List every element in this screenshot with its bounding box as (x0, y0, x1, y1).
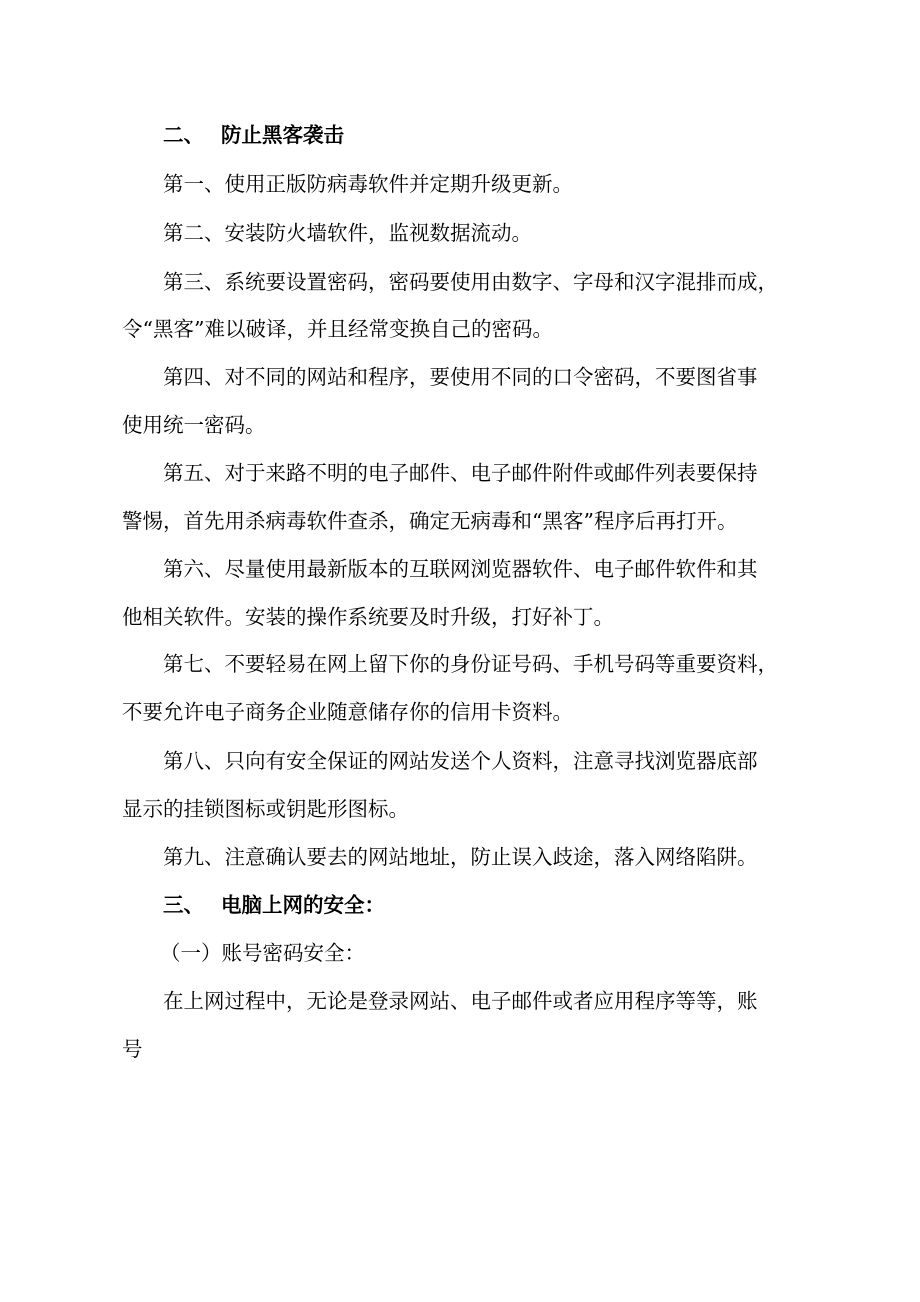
paragraph-text: 第五、对于来路不明的电子邮件、电子邮件附件或邮件列表要保持 (163, 461, 758, 485)
subsection-title: （一）账号密码安全： (160, 941, 365, 965)
paragraph-text: 第九、注意确认要去的网站地址，防止误入歧途，落入网络陷阱。 (163, 845, 758, 869)
paragraph-text: 第七、不要轻易在网上留下你的身份证号码、手机号码等重要资料， (163, 652, 778, 676)
paragraph-text: 令“黑客”难以破译，并且经常变换自己的密码。 (122, 317, 553, 341)
paragraph-text: 警惕，首先用杀病毒软件查杀，确定无病毒和“黑客”程序后再打开。 (122, 509, 738, 533)
paragraph-text: 第八、只向有安全保证的网站发送个人资料，注意寻找浏览器底部 (163, 749, 758, 773)
paragraph-text: 使用统一密码。 (122, 413, 266, 437)
section-number: 二、 (163, 123, 204, 147)
paragraph-text: 第六、尽量使用最新版本的互联网浏览器软件、电子邮件软件和其 (163, 557, 758, 581)
paragraph-text: 在上网过程中，无论是登录网站、电子邮件或者应用程序等等，账 (163, 989, 758, 1013)
paragraph-text: 号 (122, 1037, 143, 1061)
paragraph-text: 他相关软件。安装的操作系统要及时升级，打好补丁。 (122, 605, 614, 629)
paragraph-text: 第二、安装防火墙软件，监视数据流动。 (163, 221, 532, 245)
section-title: 电脑上网的安全： (221, 893, 385, 917)
paragraph-text: 第三、系统要设置密码，密码要使用由数字、字母和汉字混排而成， (163, 270, 778, 294)
section-title: 防止黑客袭击 (221, 123, 344, 147)
section-number: 三、 (163, 893, 204, 917)
paragraph-text: 显示的挂锁图标或钥匙形图标。 (122, 797, 409, 821)
paragraph-text: 不要允许电子商务企业随意储存你的信用卡资料。 (122, 700, 573, 724)
paragraph-text: 第四、对不同的网站和程序，要使用不同的口令密码，不要图省事 (163, 365, 758, 389)
paragraph-text: 第一、使用正版防病毒软件并定期升级更新。 (163, 172, 573, 196)
